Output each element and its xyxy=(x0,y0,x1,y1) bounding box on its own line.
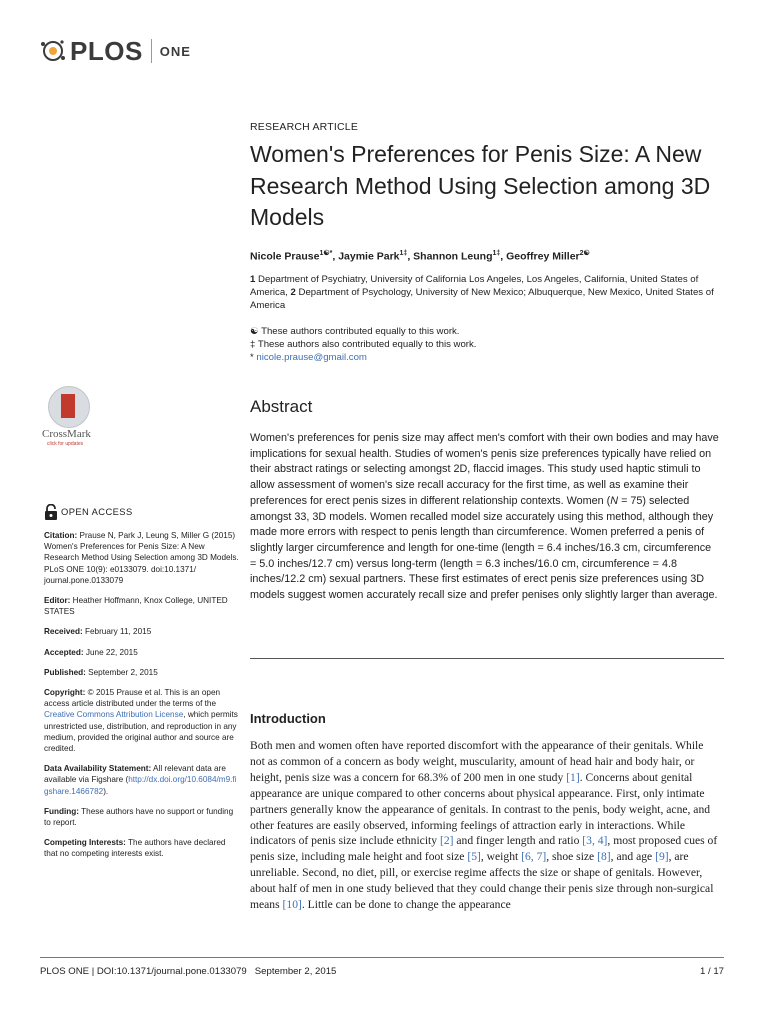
footer-divider xyxy=(40,957,724,958)
reference-link[interactable]: [10] xyxy=(282,898,302,912)
abstract-text: = 75) selected amongst 33, 3D models. Women recalled model size accurately using this method, although they made more errors with respect to penis length than circumference. Women preferred a penis of slightly larger circumference and length for one-time (length = 6.4 inches/16.3 cm, circumference = 5.0 inches/12.7 cm) versus long-term (length = 6.3 inches/16.0 cm, circumference = 4.8 inches/12.2 cm) sexual partners. These first estimates of erect penis size preferences using 3D models suggest women accurately recall size and prefer penises only slightly larger than average. xyxy=(250,494,718,602)
citation-block xyxy=(44,530,240,586)
affiliation-number: 1 xyxy=(250,274,256,285)
figshare-link[interactable]: http://dx.doi.org/10.6084/m9.figshare.1466782 xyxy=(44,775,237,796)
equal-contribution-note: ☯ These authors contributed equally to this work. xyxy=(250,326,460,337)
copyright-text: © 2015 Prause et al. This is an open access article distributed under the terms of the xyxy=(44,688,221,709)
page-number: 1 / 17 xyxy=(699,966,724,977)
data-availability-text: ). xyxy=(103,786,109,796)
author-sep: , xyxy=(407,250,414,263)
open-lock-icon xyxy=(44,504,58,520)
author-sup: 1‡ xyxy=(492,250,501,257)
copyright-block xyxy=(44,687,240,754)
author-sup: 1‡ xyxy=(399,250,408,257)
crossmark-flag-icon xyxy=(61,394,75,418)
crossmark-badge[interactable] xyxy=(42,386,102,456)
data-availability-label: Data Availability Statement: xyxy=(44,764,152,774)
license-link[interactable]: Creative Commons Attribution License xyxy=(44,710,184,720)
data-availability-block xyxy=(44,763,240,797)
intro-text: , weight xyxy=(480,850,522,864)
reference-link[interactable]: [1] xyxy=(566,770,580,784)
citation-text: Prause N, Park J, Leung S, Miller G (2015) Women's Preferences for Penis Size: A New Research Method Using Selection among 3D Models. PLoS ONE 10(9): e0133079. doi:10.1371/ journal.pone.0133079 xyxy=(44,531,239,585)
author-sup: 1☯* xyxy=(319,250,333,257)
abstract-n-variable: N xyxy=(610,494,619,507)
affiliation-number: 2 xyxy=(290,287,296,298)
journal-logo[interactable] xyxy=(40,36,191,66)
also-contribution-note: ‡ These authors also contributed equally to this work. xyxy=(250,339,477,350)
journal-subname: ONE xyxy=(159,43,191,59)
reference-link[interactable]: [9] xyxy=(655,850,669,864)
intro-text: , and age xyxy=(610,850,656,864)
affiliation-text: Department of Psychiatry, University of California Los Angeles, Los Angeles, California, United States of America, xyxy=(250,274,699,298)
received-label: Received: xyxy=(44,627,83,637)
abstract-divider xyxy=(250,658,724,659)
intro-text: , most proposed cues of penis size, including male height and foot size xyxy=(250,834,718,864)
accepted-date: June 22, 2015 xyxy=(83,647,138,657)
intro-text: Both men and women often have reported discomfort with the appearance of their genitals. While not as common of a concern as body weight, muscularity, amount of head hair and body hair, or height, penis size was a concern for 68.3% of 200 men in one study xyxy=(250,739,704,784)
intro-text: . Concerns about genital appearance are unique compared to other concerns about physical appearance. First, only intimate partners generally know the appearance of genitals. In contrast to the penis, body weight, acne, and other features are easily observed, informing feelings of attraction early in interactions. While indicators of penis size include ethnicity xyxy=(250,770,711,848)
crossmark-sublabel: click for updates xyxy=(47,441,84,447)
open-access-label: OPEN ACCESS xyxy=(61,506,133,518)
introduction-body xyxy=(250,738,718,913)
affiliation-text: Department of Psychology, University of New Mexico; Albuquerque, New Mexico, United States of America xyxy=(250,287,714,311)
reference-link[interactable]: [8] xyxy=(597,850,611,864)
author-name[interactable]: Nicole Prause xyxy=(250,250,320,263)
funding-label: Funding: xyxy=(44,806,80,816)
intro-text: and finger length and ratio xyxy=(453,834,583,848)
data-availability-text: All relevant data are available via Figshare ( xyxy=(44,764,226,785)
author-name[interactable]: Geoffrey Miller xyxy=(506,250,580,263)
citation-label: Citation: xyxy=(44,531,78,540)
competing-interests-label: Competing Interests: xyxy=(44,838,126,848)
logo-divider xyxy=(151,39,152,63)
funding-text: These authors have no support or funding to report. xyxy=(44,806,234,828)
published-date: September 2, 2015 xyxy=(85,667,158,677)
introduction-heading: Introduction xyxy=(250,711,326,726)
abstract-text: Women's preferences for penis size may affect men's comfort with their own bodies and may have implications for sexual health. Studies of women's penis size preferences typically have relied on their abstract ratings or selecting amongst 2D, flaccid images. This study used haptic stimuli to allow assessment of women's size recall accuracy for the first time, as well as examine their preferences for erect penis sizes in different relationship contexts. Women ( xyxy=(250,432,719,507)
journal-name: PLOS xyxy=(70,35,143,66)
reference-link[interactable]: [3, 4] xyxy=(582,834,608,848)
author-list xyxy=(250,249,720,263)
corresponding-mark: * xyxy=(250,352,257,363)
abstract-body xyxy=(250,431,720,604)
intro-text: , are unreliable. Second, no diet, pill, or exercise regime affects the size or shape of genitals. However, about half of men in one study believed that they could change their penis size through non-surgical means xyxy=(250,850,714,912)
author-sep: , xyxy=(332,250,339,263)
author-name[interactable]: Shannon Leung xyxy=(413,250,493,263)
intro-text: . Little can be done to change the appearance xyxy=(301,898,511,912)
received-date: February 11, 2015 xyxy=(82,627,152,637)
published-label: Published: xyxy=(44,667,86,677)
copyright-label: Copyright: xyxy=(44,688,86,698)
footer-citation: PLOS ONE | DOI:10.1371/journal.pone.0133079 September 2, 2015 xyxy=(40,966,337,977)
funding-block xyxy=(44,806,240,828)
author-sup: 2☯ xyxy=(579,250,590,257)
author-name[interactable]: Jaymie Park xyxy=(338,250,400,263)
article-type: RESEARCH ARTICLE xyxy=(250,121,359,133)
received-block xyxy=(44,626,240,637)
editor-text: Heather Hoffmann, Knox College, UNITED STATES xyxy=(44,596,228,617)
accepted-label: Accepted: xyxy=(44,647,84,657)
copyright-text: , which permits unrestricted use, distribution, and reproduction in any medium, provided the original author and source are credited. xyxy=(44,710,238,754)
competing-interests-text: The authors have declared that no competing interests exist. xyxy=(44,838,226,859)
open-access-badge xyxy=(44,504,240,520)
corresponding-author xyxy=(250,351,720,364)
editor-block xyxy=(44,595,240,617)
intro-text: , shoe size xyxy=(546,850,598,864)
reference-link[interactable]: [2] xyxy=(439,834,454,848)
article-sidebar xyxy=(44,504,240,869)
editor-label: Editor: xyxy=(44,596,71,606)
plos-logo-icon xyxy=(40,38,66,64)
crossmark-label: CrossMark xyxy=(42,428,91,440)
corresponding-email-link[interactable]: nicole.prause@gmail.com xyxy=(256,352,367,363)
published-block xyxy=(44,667,240,678)
reference-link[interactable]: [5] xyxy=(467,850,481,864)
competing-interests-block xyxy=(44,837,240,859)
article-title: Women's Preferences for Penis Size: A New Research Method Using Selection among 3D Models xyxy=(250,141,711,230)
accepted-block xyxy=(44,647,240,658)
author-sep: , xyxy=(500,250,507,263)
abstract-heading: Abstract xyxy=(250,397,313,416)
affiliations xyxy=(250,273,725,312)
reference-link[interactable]: [6, 7] xyxy=(521,850,547,864)
author-notes xyxy=(250,325,720,364)
